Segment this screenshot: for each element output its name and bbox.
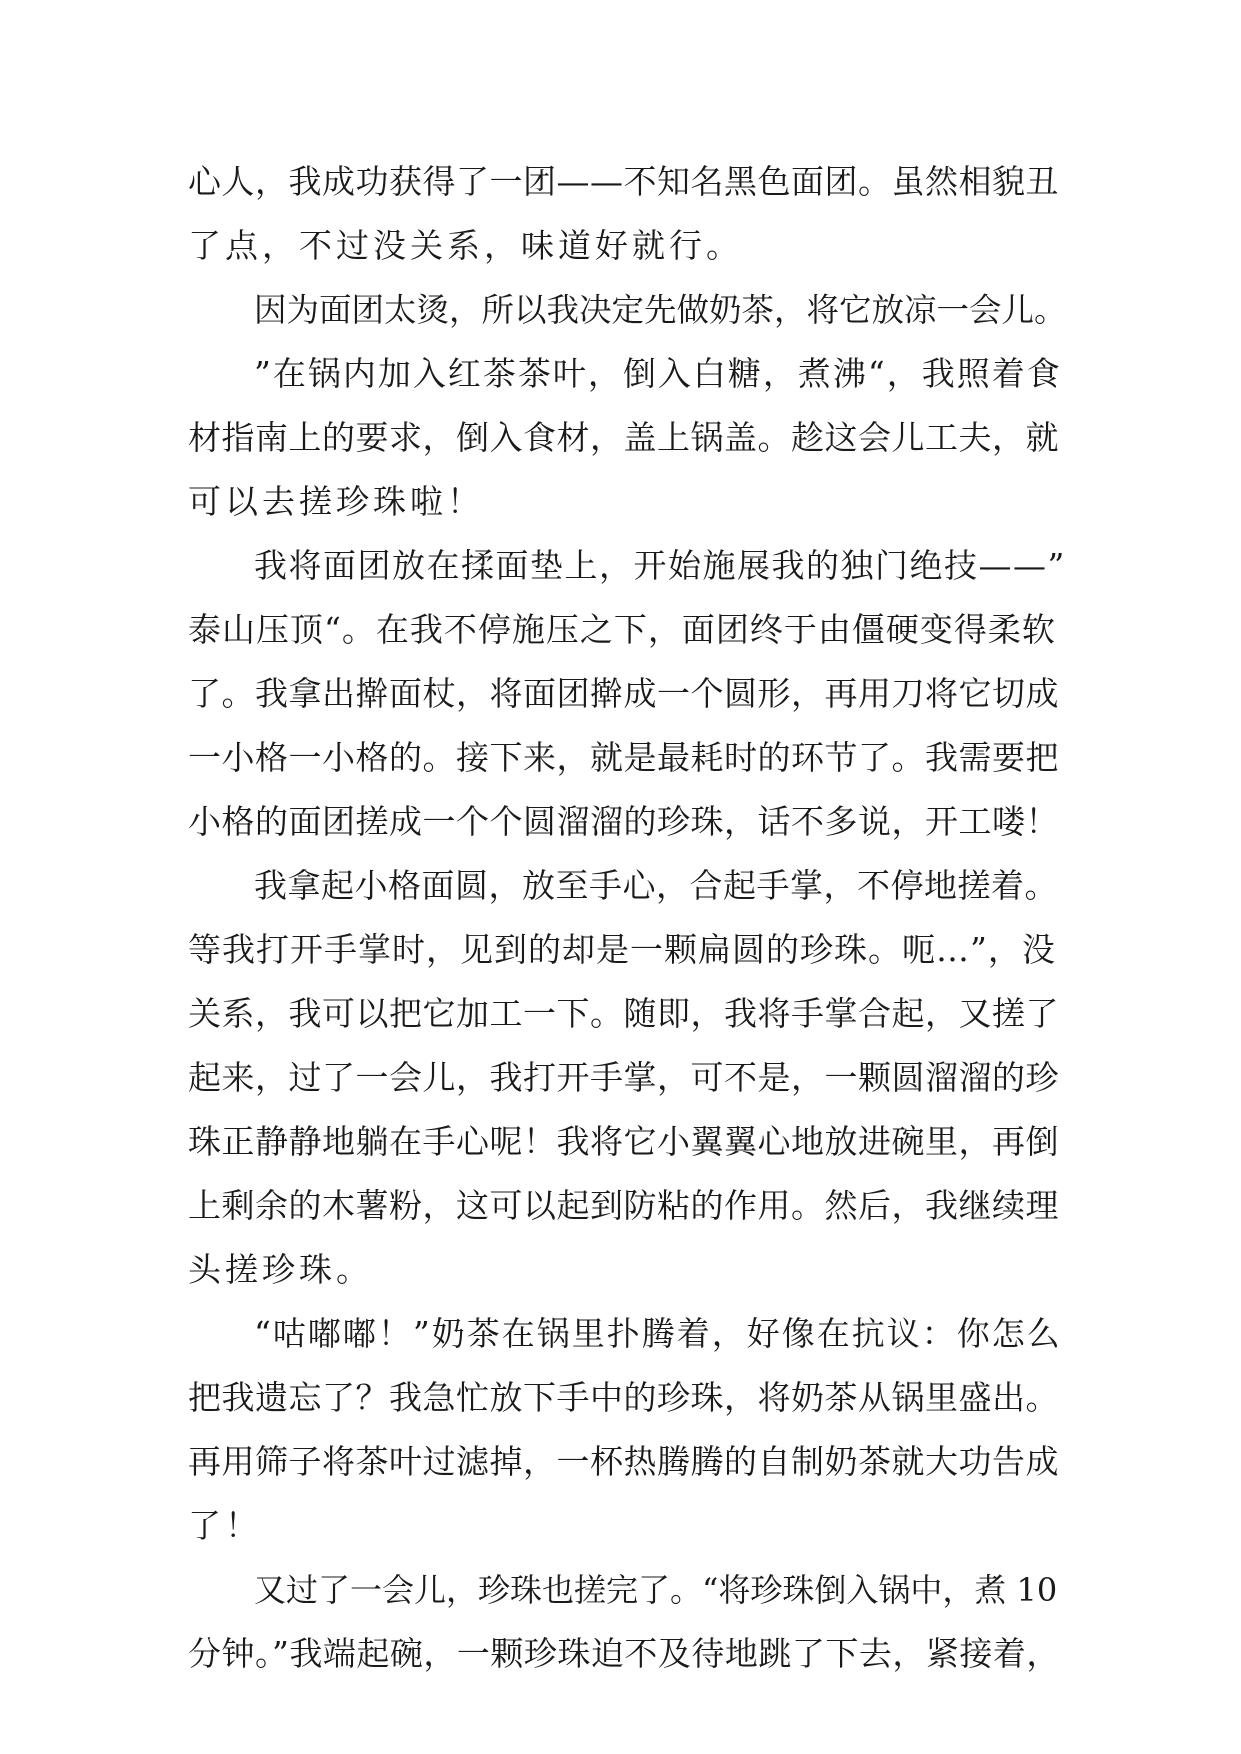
text-line: 头搓珍珠。: [188, 1250, 373, 1289]
text-line: 等我打开手掌时，见到的却是一颗扁圆的珍珠。呃…”，没: [188, 930, 1056, 969]
text-line: 泰山压顶“。在我不停施压之下，面团终于由僵硬变得柔软: [188, 610, 1056, 649]
text-line: 关系，我可以把它加工一下。随即，我将手掌合起，又搓了: [188, 994, 1059, 1033]
text-line: “咕嘟嘟！”奶茶在锅里扑腾着，好像在抗议：你怎么: [254, 1314, 1062, 1353]
text-line: 把我遗忘了？我急忙放下手中的珍珠，将奶茶从锅里盛出。: [188, 1378, 1059, 1417]
text-line: 小格的面团搓成一个个圆溜溜的珍珠，话不多说，开工喽！: [188, 802, 1059, 841]
text-line: 起来，过了一会儿，我打开手掌，可不是，一颗圆溜溜的珍: [188, 1058, 1059, 1097]
text-line: 珠正静静地躺在手心呢！我将它小翼翼心地放进碗里，再倒: [188, 1122, 1059, 1161]
text-line: 我拿起小格面圆，放至手心，合起手掌，不停地搓着。: [254, 866, 1058, 905]
text-line: 又过了一会儿，珍珠也搓完了。“将珍珠倒入锅中，煮 10: [254, 1571, 1058, 1609]
text-line: 因为面团太烫，所以我决定先做奶茶，将它放凉一会儿。: [254, 291, 1067, 329]
text-line: 了点，不过没关系，味道好就行。: [188, 226, 743, 265]
text-line: 我将面团放在揉面垫上，开始施展我的独门绝技——”: [254, 546, 1066, 585]
text-line: 上剩余的木薯粉，这可以起到防粘的作用。然后，我继续理: [188, 1186, 1059, 1225]
text-line: 了！: [188, 1506, 262, 1545]
text-line: ”在锅内加入红茶茶叶，倒入白糖，煮沸“，我照着食: [254, 354, 1062, 393]
text-line: 分钟。”我端起碗，一颗珍珠迫不及待地跳了下去，紧接着，: [188, 1634, 1060, 1673]
body-text: [188, 150, 1068, 1686]
text-line: 一小格一小格的。接下来，就是最耗时的环节了。我需要把: [188, 738, 1059, 777]
text-line: 心人，我成功获得了一团——不知名黑色面团。虽然相貌丑: [188, 162, 1059, 201]
text-line: 可以去搓珍珠啦！: [188, 482, 484, 521]
text-line: 再用筛子将茶叶过滤掉，一杯热腾腾的自制奶茶就大功告成: [188, 1442, 1059, 1481]
text-line: 了。我拿出擀面杖，将面团擀成一个圆形，再用刀将它切成: [188, 674, 1059, 713]
text-line: 材指南上的要求，倒入食材，盖上锅盖。趁这会儿工夫，就: [188, 418, 1059, 457]
